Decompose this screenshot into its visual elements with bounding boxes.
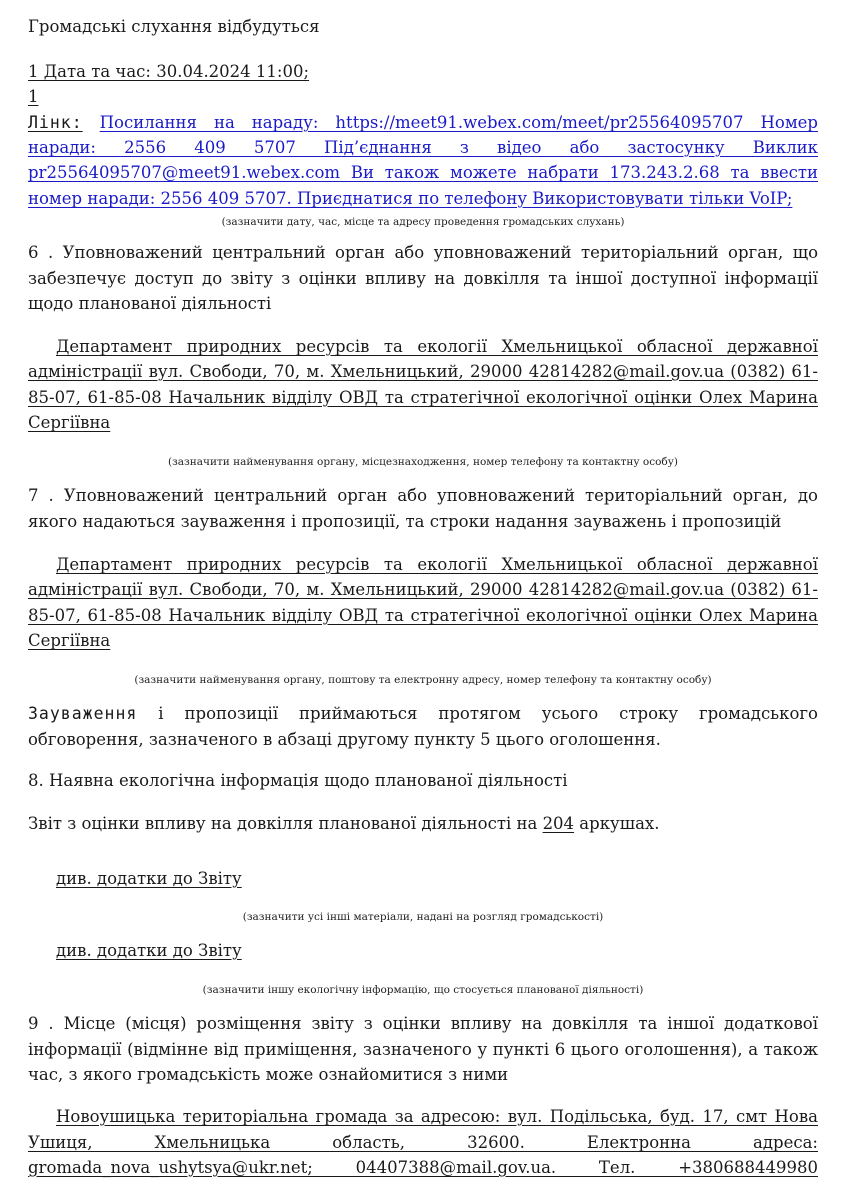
remarks-word: Зауваження — [28, 704, 138, 723]
section-9-line-1: 9 . Місце (місця) розміщення звіту з оцінки впливу на довкілля та іншої додаткової — [28, 1014, 818, 1033]
section-6-answer-2: адміністрації вул. Свободи, 70, м. Хмельницький, 29000 42814282@mail.gov.ua (0382) 61- — [28, 362, 818, 381]
section-6-note: (зазначити найменування органу, місцезнаходження, номер телефону та контактну особу) — [167, 456, 679, 468]
section-8-title: 8. Наявна екологічна інформація щодо планованої діяльності — [28, 771, 568, 790]
remarks-rest: і пропозиції приймаються протягом усього строку громадського — [158, 704, 818, 723]
section-7-line-1: 7 . Уповноважений центральний орган або уповноважений територіальний орган, до — [28, 486, 818, 505]
section-7-answer-4: Сергіївна — [28, 631, 111, 650]
section-7-note: (зазначити найменування органу, поштову та електронну адресу, номер телефону та контактну особу) — [134, 674, 712, 686]
report-prefix: Звіт з оцінки впливу на довкілля планованої діяльності на — [28, 814, 543, 833]
section-7-line-2: якого надаються зауваження і пропозиції, та строки надання зауважень і пропозицій — [28, 512, 782, 531]
link-line-1 — [28, 113, 818, 132]
heading: Громадські слухання відбудуться — [28, 17, 320, 36]
section-6-answer-1: Департамент природних ресурсів та екології Хмельницької обласної державної — [56, 337, 818, 356]
report-line — [28, 814, 818, 833]
section-7-answer-2: адміністрації вул. Свободи, 70, м. Хмельницький, 29000 42814282@mail.gov.ua (0382) 61- — [28, 580, 818, 599]
section-9-line-3: час, з якого громадськість може ознайомитися з ними — [28, 1065, 509, 1084]
report-suffix: аркушах. — [574, 814, 660, 833]
other-info-value: див. додатки до Звіту — [56, 941, 242, 960]
note-hearing: (зазначити дату, час, місце та адресу проведення громадських слухань) — [221, 216, 625, 228]
section-7-answer-1: Департамент природних ресурсів та екології Хмельницької обласної державної — [56, 555, 818, 574]
section-6-line-1: 6 . Уповноважений центральний орган або уповноважений територіальний орган, що — [28, 243, 818, 262]
remarks-line-2: обговорення, зазначеного в абзаці другому пункту 5 цього оголошення. — [28, 730, 661, 749]
section-6-line-3: щодо планованої діяльності — [28, 294, 272, 313]
link-line-3[interactable]: pr25564095707@meet91.webex.com Ви також можете набрати 173.243.2.68 та ввести — [28, 163, 818, 182]
other-info-note: (зазначити іншу екологічну інформацію, що стосується планованої діяльності) — [202, 984, 644, 996]
link-line-2[interactable]: наради: 2556 409 5707 Під’єднання з відео або застосунку Виклик — [28, 138, 818, 157]
link-label: Лінк: — [28, 113, 83, 132]
section-9-line-2: інформації (відмінне від приміщення, зазначеного у пункті 6 цього оголошення), а також — [28, 1040, 818, 1059]
item-number: 1 — [28, 87, 39, 106]
date-time-line: 1 Дата та час: 30.04.2024 11:00; — [28, 62, 310, 81]
section-6-answer-3: 85-07, 61-85-08 Начальник відділу ОВД та стратегічної екологічної оцінки Олех Марина — [28, 388, 818, 407]
section-9-answer-3: gromada_nova_ushytsya@ukr.net; 04407388@mail.gov.ua. Тел. +380688449980 — [28, 1158, 818, 1177]
section-6-answer-4: Сергіївна — [28, 413, 111, 432]
section-9-answer-1: Новоушицька територіальна громада за адресою: вул. Подільська, буд. 17, смт Нова — [56, 1107, 818, 1126]
section-9-answer-2: Ушиця, Хмельницька область, 32600. Електронна адреса: — [28, 1133, 818, 1152]
link-line-4[interactable]: номер наради: 2556 409 5707. Приєднатися по телефону Використовувати тільки VoIP; — [28, 189, 793, 208]
remarks-line-1 — [28, 704, 818, 723]
meeting-link[interactable]: Посилання на нараду: https://meet91.webex.com/meet/pr25564095707 Номер — [99, 113, 818, 132]
report-pages: 204 — [542, 814, 575, 833]
materials-value: див. додатки до Звіту — [56, 869, 242, 888]
section-7-answer-3: 85-07, 61-85-08 Начальник відділу ОВД та стратегічної екологічної оцінки Олех Марина — [28, 606, 818, 625]
materials-note: (зазначити усі інші матеріали, надані на розгляд громадськості) — [242, 911, 604, 923]
section-6-line-2: забезпечує доступ до звіту з оцінки впливу на довкілля та іншої доступної інформації — [28, 269, 818, 288]
